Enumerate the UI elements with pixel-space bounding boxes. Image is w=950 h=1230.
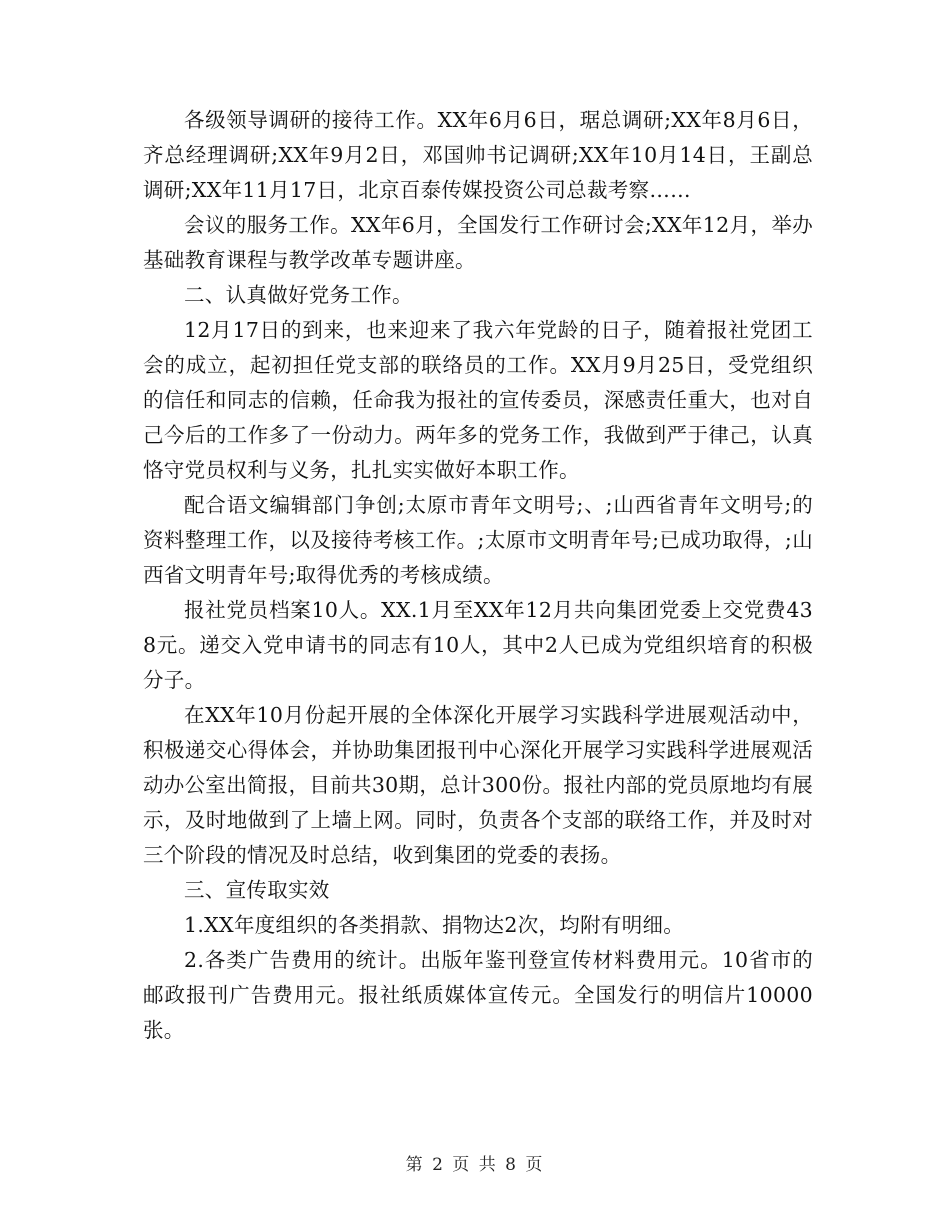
paragraph-meeting-service: 会议的服务工作。XX年6月，全国发行工作研讨会;XX年12月，举办基础教育课程与教学改革专题讲座。 xyxy=(143,213,813,272)
paragraph-leader-reception: 各级领导调研的接待工作。XX年6月6日，琚总调研;XX年8月6日，齐总经理调研;XX年9月2日，邓国帅书记调研;XX年10月14日，王副总调研;XX年11月17日，北京百泰传媒投资公司总裁考察…… xyxy=(143,108,813,202)
paragraph-study-practice: 在XX年10月份起开展的全体深化开展学习实践科学进展观活动中，积极递交心得体会，并协助集团报刊中心深化开展学习实践科学进展观活动办公室出简报，目前共30期，总计300份。报社内部的党员原地均有展示，及时地做到了上墙上网。同时，负责各个支部的联络工作，并及时对三个阶段的情况及时总结，收到集团的党委的表扬。 xyxy=(143,703,813,867)
paragraph-donations: 1.XX年度组织的各类捐款、捐物达2次，均附有明细。 xyxy=(184,913,685,937)
page-footer xyxy=(0,1153,950,1177)
paragraph-civilization-award: 配合语文编辑部门争创;太原市青年文明号;、;山西省青年文明号;的资料整理工作，以及接待考核工作。;太原市文明青年号;已成功取得，;山西省文明青年号;取得优秀的考核成绩。 xyxy=(143,493,813,587)
paragraph-advertising-costs: 2.各类广告费用的统计。出版年鉴刊登宣传材料费用元。10省市的邮政报刊广告费用元。报社纸质媒体宣传元。全国发行的明信片10000张。 xyxy=(143,948,813,1042)
paragraph-party-members: 报社党员档案10人。XX.1月至XX年12月共向集团党委上交党费438元。递交入党申请书的同志有10人，其中2人已成为党组织培育的积极分子。 xyxy=(143,598,813,692)
paragraph-party-anniversary: 12月17日的到来，也来迎来了我六年党龄的日子，随着报社党团工会的成立，起初担任党支部的联络员的工作。XX月9月25日，受党组织的信任和同志的信赖，任命我为报社的宣传委员，深感责任重大，也对自己今后的工作多了一份动力。两年多的党务工作，我做到严于律己，认真恪守党员权利与义务，扎扎实实做好本职工作。 xyxy=(143,318,813,482)
page-number: 第 2 页 共 8 页 xyxy=(405,1155,545,1175)
section-heading-party-affairs: 二、认真做好党务工作。 xyxy=(184,283,413,307)
document-body xyxy=(143,103,813,1048)
section-heading-publicity: 三、宣传取实效 xyxy=(184,878,330,902)
